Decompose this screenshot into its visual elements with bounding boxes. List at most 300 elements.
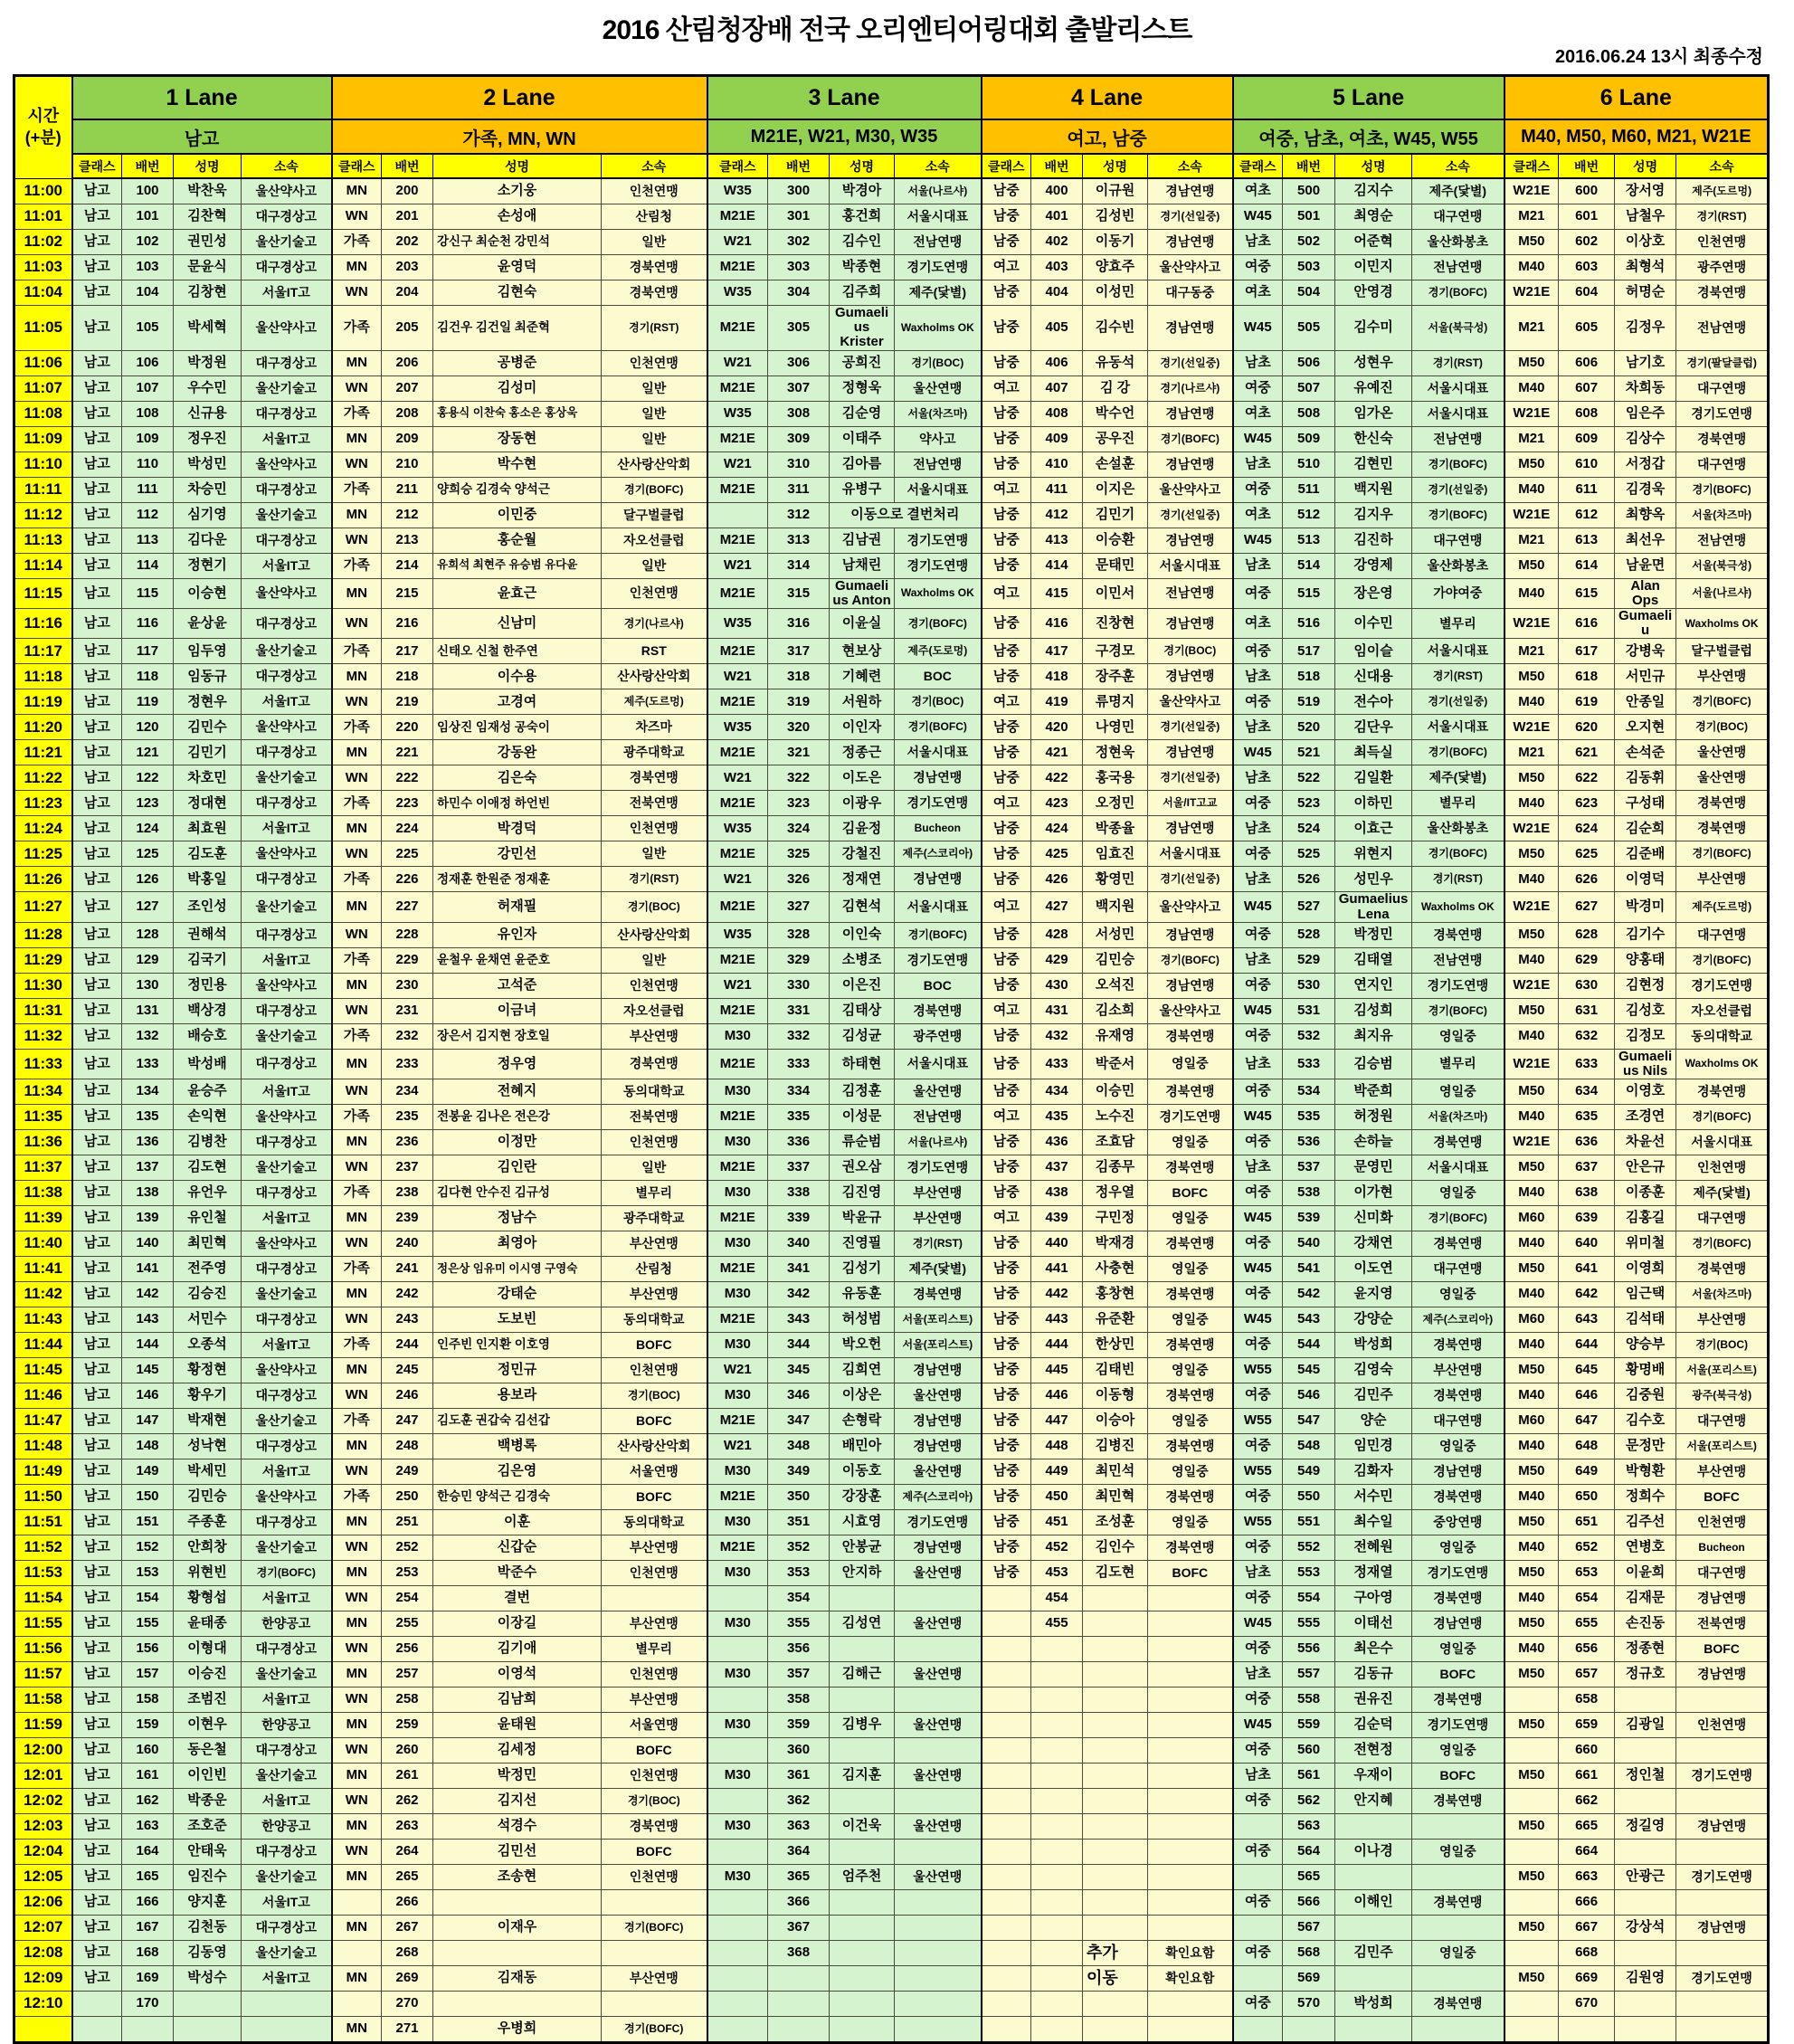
cell-bib: 251: [382, 1510, 433, 1535]
cell-affiliation: 울산연맹: [895, 1611, 982, 1637]
cell-name: 김창현: [174, 280, 242, 306]
cell-bib: 109: [122, 426, 174, 452]
cell-class: M30: [707, 1713, 768, 1738]
table-row: [14, 689, 1769, 715]
cell-name: 김민주: [1335, 1383, 1412, 1409]
cell-class: 남중: [982, 1023, 1031, 1049]
cell-bib: 624: [1559, 816, 1615, 841]
cell-affiliation: 경기(BOFC): [895, 922, 982, 947]
cell-affiliation: 한양공고: [242, 1611, 332, 1637]
cell-affiliation: 경기도연맹: [895, 1155, 982, 1181]
cell-bib: 445: [1031, 1358, 1083, 1383]
cell-affiliation: 경기도연맹: [895, 553, 982, 578]
cell-name: 김남권: [830, 528, 895, 553]
cell-class: M30: [707, 1282, 768, 1307]
cell-affiliation: 전남연맹: [1676, 306, 1769, 351]
column-header-lane4-name: 성명: [1083, 154, 1148, 178]
cell-class: 남중: [982, 1485, 1031, 1510]
table-row: [14, 922, 1769, 947]
cell-affiliation: 경북연맹: [1676, 280, 1769, 306]
cell-bib: 324: [768, 816, 830, 841]
cell-affiliation: 경기(BOFC): [242, 1561, 332, 1586]
cell-name: 신태오 신철 한주연: [433, 639, 602, 664]
cell-class: 남중: [982, 1333, 1031, 1358]
cell-affiliation: 서울(북극성): [1676, 553, 1769, 578]
table-row: [14, 1535, 1769, 1561]
cell-bib: 635: [1559, 1105, 1615, 1130]
cell-bib: 600: [1559, 178, 1615, 204]
cell-affiliation: 울산기술고: [242, 1662, 332, 1687]
table-row: [14, 1814, 1769, 1840]
cell-class: 가족: [332, 553, 382, 578]
cell-affiliation: 서울시대표: [1148, 841, 1233, 867]
cell-time: 11:14: [14, 553, 72, 578]
cell-class: WN: [332, 608, 382, 638]
cell-bib: 432: [1031, 1023, 1083, 1049]
cell-bib: 346: [768, 1383, 830, 1409]
cell-name: 안광근: [1615, 1865, 1676, 1890]
cell-name: 김종무: [1083, 1155, 1148, 1181]
cell-class: 남고: [72, 1079, 122, 1105]
cell-affiliation: 울산약사고: [242, 452, 332, 477]
cell-class: M21: [1504, 426, 1559, 452]
cell-bib: 607: [1559, 376, 1615, 401]
table-row: [14, 1409, 1769, 1434]
cell-class: WN: [332, 689, 382, 715]
cell-bib: [1031, 1840, 1083, 1865]
cell-class: 남고: [72, 998, 122, 1023]
cell-affiliation: 인천연맹: [602, 1865, 707, 1890]
cell-bib: 267: [382, 1916, 433, 1941]
cell-name: 이인숙: [830, 922, 895, 947]
cell-bib: [768, 1992, 830, 2017]
cell-affiliation: 경기(BOC): [602, 1789, 707, 1814]
cell-bib: 100: [122, 178, 174, 204]
cell-bib: 368: [768, 1941, 830, 1966]
cell-bib: 449: [1031, 1459, 1083, 1485]
cell-class: 남중: [982, 816, 1031, 841]
cell-bib: 134: [122, 1079, 174, 1105]
cell-name: [830, 1840, 895, 1865]
cell-affiliation: 서울IT고: [242, 1687, 332, 1713]
cell-name: [830, 1687, 895, 1713]
cell-name: 우재이: [1335, 1764, 1412, 1789]
column-header-lane2-class: 클래스: [332, 154, 382, 178]
cell-bib: 318: [768, 664, 830, 689]
cell-class: [982, 1662, 1031, 1687]
cell-class: [1504, 1992, 1559, 2017]
cell-name: 김동영: [174, 1941, 242, 1966]
table-row: [14, 1459, 1769, 1485]
cell-name: [830, 1637, 895, 1662]
cell-bib: 338: [768, 1181, 830, 1206]
cell-bib: 567: [1283, 1916, 1335, 1941]
cell-affiliation: 서울시대표: [895, 1049, 982, 1079]
cell-affiliation: [1676, 1840, 1769, 1865]
cell-name: [1083, 1865, 1148, 1890]
cell-name: 김민주: [1335, 1941, 1412, 1966]
cell-class: 남중: [982, 230, 1031, 255]
cell-affiliation: 산사랑산악회: [602, 1434, 707, 1459]
cell-bib: 265: [382, 1865, 433, 1890]
cell-name: 석경수: [433, 1814, 602, 1840]
cell-affiliation: 경북연맹: [1148, 1485, 1233, 1510]
cell-affiliation: 울산화봉초: [1412, 230, 1504, 255]
cell-bib: 601: [1559, 204, 1615, 230]
cell-affiliation: BOFC: [602, 1333, 707, 1358]
cell-class: M21: [1504, 639, 1559, 664]
cell-name: [174, 1992, 242, 2017]
cell-affiliation: 대구경상고: [242, 1383, 332, 1409]
cell-name: 강태순: [433, 1282, 602, 1307]
cell-affiliation: [602, 1586, 707, 1611]
cell-class: MN: [332, 1510, 382, 1535]
cell-affiliation: [895, 1992, 982, 2017]
cell-time: 11:41: [14, 1257, 72, 1282]
cell-class: MN: [332, 1662, 382, 1687]
cell-affiliation: 경기(나르샤): [1148, 376, 1233, 401]
cell-bib: 442: [1031, 1282, 1083, 1307]
column-header-lane3-bib: 배번: [768, 154, 830, 178]
cell-bib: 653: [1559, 1561, 1615, 1586]
cell-class: M60: [1504, 1206, 1559, 1231]
cell-bib: 355: [768, 1611, 830, 1637]
cell-affiliation: 확인요함: [1148, 1966, 1233, 1992]
cell-time: 11:25: [14, 841, 72, 867]
cell-bib: 409: [1031, 426, 1083, 452]
cell-time: 11:01: [14, 204, 72, 230]
cell-name: 홍순월: [433, 528, 602, 553]
cell-bib: 423: [1031, 791, 1083, 816]
cell-affiliation: 울산기술고: [242, 1865, 332, 1890]
cell-name: 이승현: [174, 578, 242, 608]
table-row: [14, 1155, 1769, 1181]
cell-name: 박정원: [174, 350, 242, 376]
cell-bib: 327: [768, 892, 830, 922]
cell-name: 임동규: [174, 664, 242, 689]
cell-bib: 210: [382, 452, 433, 477]
cell-name: [1615, 1738, 1676, 1764]
cell-class: 남고: [72, 255, 122, 280]
cell-bib: 223: [382, 791, 433, 816]
cell-class: 남고: [72, 1181, 122, 1206]
cell-affiliation: [895, 1941, 982, 1966]
cell-bib: 427: [1031, 892, 1083, 922]
cell-name: 현보상: [830, 639, 895, 664]
cell-bib: 527: [1283, 892, 1335, 922]
cell-class: 여중: [1233, 477, 1283, 502]
cell-class: M50: [1504, 765, 1559, 791]
cell-bib: 316: [768, 608, 830, 638]
cell-bib: 425: [1031, 841, 1083, 867]
cell-time: 11:27: [14, 892, 72, 922]
cell-name: 김수빈: [1083, 306, 1148, 351]
cell-name: 김진영: [830, 1181, 895, 1206]
cell-affiliation: 경남연맹: [1676, 1814, 1769, 1840]
cell-bib: 236: [382, 1130, 433, 1155]
column-header-lane4-bib: 배번: [1031, 154, 1083, 178]
cell-class: W21E: [1504, 1049, 1559, 1079]
cell-affiliation: [1148, 1738, 1233, 1764]
cell-affiliation: 산사랑산악회: [602, 452, 707, 477]
cell-bib: 116: [122, 608, 174, 638]
cell-class: MN: [332, 1764, 382, 1789]
cell-affiliation: 제주(스코리아): [1412, 1307, 1504, 1333]
cell-affiliation: 경남연맹: [895, 1358, 982, 1383]
cell-affiliation: 울산기술고: [242, 1409, 332, 1434]
cell-class: M30: [707, 1561, 768, 1586]
cell-class: [982, 1637, 1031, 1662]
column-header-row: [14, 154, 1769, 178]
cell-name: 김태열: [1335, 947, 1412, 973]
cell-bib: 419: [1031, 689, 1083, 715]
cell-class: 남초: [1233, 867, 1283, 892]
cell-name: 안종일: [1615, 689, 1676, 715]
table-row: [14, 1586, 1769, 1611]
column-header-lane1-bib: 배번: [122, 154, 174, 178]
cell-class: W21: [707, 350, 768, 376]
cell-bib: 254: [382, 1586, 433, 1611]
cell-affiliation: 경기(BOFC): [1676, 1231, 1769, 1257]
cell-bib: 213: [382, 528, 433, 553]
cell-class: 남중: [982, 867, 1031, 892]
cell-class: M50: [1504, 1814, 1559, 1840]
cell-time: 12:08: [14, 1941, 72, 1966]
cell-affiliation: RST: [602, 639, 707, 664]
cell-name: 박성배: [174, 1049, 242, 1079]
cell-name: 유인자: [433, 922, 602, 947]
cell-affiliation: 인천연맹: [602, 1764, 707, 1789]
cell-class: M30: [707, 1023, 768, 1049]
cell-affiliation: 울산약사고: [1148, 892, 1233, 922]
cell-class: M21E: [707, 841, 768, 867]
cell-time: 11:08: [14, 401, 72, 426]
cell-name: 박경덕: [433, 816, 602, 841]
table-row: [14, 1181, 1769, 1206]
cell-bib: 345: [768, 1358, 830, 1383]
cell-bib: 551: [1283, 1510, 1335, 1535]
cell-affiliation: [1148, 1865, 1233, 1890]
cell-bib: 352: [768, 1535, 830, 1561]
cell-affiliation: 울산약사고: [242, 306, 332, 351]
cell-time: 11:12: [14, 502, 72, 528]
cell-bib: 647: [1559, 1409, 1615, 1434]
cell-class: [1504, 1687, 1559, 1713]
cell-name: 박재경: [1083, 1231, 1148, 1257]
cell-bib: 220: [382, 715, 433, 740]
table-row: [14, 401, 1769, 426]
cell-class: 남중: [982, 1561, 1031, 1586]
table-row: [14, 1079, 1769, 1105]
cell-bib: 420: [1031, 715, 1083, 740]
cell-affiliation: 울산연맹: [895, 376, 982, 401]
lane-classes-6: M40, M50, M60, M21, W21E: [1504, 119, 1769, 154]
cell-affiliation: 경남연맹: [1412, 1459, 1504, 1485]
cell-class: 여고: [982, 791, 1031, 816]
cell-name: 김현민: [1335, 452, 1412, 477]
cell-bib: 517: [1283, 639, 1335, 664]
column-header-lane2-affiliation: 소속: [602, 154, 707, 178]
cell-time: 11:38: [14, 1181, 72, 1206]
cell-name: 최민혁: [1083, 1485, 1148, 1510]
cell-class: M21E: [707, 1409, 768, 1434]
cell-class: MN: [332, 1865, 382, 1890]
cell-bib: 154: [122, 1586, 174, 1611]
cell-affiliation: 서울IT고: [242, 689, 332, 715]
cell-affiliation: 경기(BOFC): [1148, 426, 1233, 452]
cell-name: 강상석: [1615, 1916, 1676, 1941]
cell-bib: 209: [382, 426, 433, 452]
cell-class: 남초: [1233, 947, 1283, 973]
cell-name: [830, 1941, 895, 1966]
cell-bib: 569: [1283, 1966, 1335, 1992]
cell-affiliation: BOFC: [1412, 1764, 1504, 1789]
cell-name: 위현지: [1335, 841, 1412, 867]
cell-class: W45: [1233, 1105, 1283, 1130]
cell-class: MN: [332, 350, 382, 376]
cell-name: 고석준: [433, 973, 602, 998]
cell-affiliation: 영일중: [1148, 1409, 1233, 1434]
cell-name: 구아영: [1335, 1586, 1412, 1611]
cell-class: M21E: [707, 689, 768, 715]
cell-class: W45: [1233, 204, 1283, 230]
cell-class: [982, 1764, 1031, 1789]
cell-name: 김찬혁: [174, 204, 242, 230]
cell-class: M21E: [707, 1485, 768, 1510]
cell-name: Gumaelius Krister: [830, 306, 895, 351]
cell-affiliation: [1412, 1865, 1504, 1890]
table-row: [14, 1738, 1769, 1764]
cell-class: M30: [707, 1662, 768, 1687]
cell-bib: 407: [1031, 376, 1083, 401]
cell-bib: 108: [122, 401, 174, 426]
cell-bib: 365: [768, 1865, 830, 1890]
cell-time: 11:02: [14, 230, 72, 255]
cell-bib: 400: [1031, 178, 1083, 204]
cell-class: WN: [332, 280, 382, 306]
cell-name: 김은숙: [433, 765, 602, 791]
cell-bib: 568: [1283, 1941, 1335, 1966]
time-header-line: 시간: [27, 107, 60, 126]
table-row: [14, 306, 1769, 351]
cell-class: 남중: [982, 280, 1031, 306]
cell-bib: 622: [1559, 765, 1615, 791]
cell-bib: 452: [1031, 1535, 1083, 1561]
cell-name: 문영민: [1335, 1155, 1412, 1181]
cell-class: [982, 1966, 1031, 1992]
cell-affiliation: 서울IT고: [242, 426, 332, 452]
cell-bib: 122: [122, 765, 174, 791]
cell-time: 11:58: [14, 1687, 72, 1713]
cell-name: 이지은: [1083, 477, 1148, 502]
table-row: [14, 892, 1769, 922]
cell-class: W55: [1233, 1409, 1283, 1434]
cell-class: 여중: [1233, 791, 1283, 816]
cell-name: 김승범: [1335, 1049, 1412, 1079]
cell-class: W21E: [1504, 502, 1559, 528]
cell-class: WN: [332, 204, 382, 230]
cell-class: 여고: [982, 477, 1031, 502]
cell-affiliation: 전남연맹: [1412, 255, 1504, 280]
cell-class: WN: [332, 452, 382, 477]
cell-name: 주종훈: [174, 1510, 242, 1535]
cell-affiliation: 경기(RST): [1412, 867, 1504, 892]
cell-class: M50: [1504, 998, 1559, 1023]
cell-affiliation: 동의대학교: [602, 1510, 707, 1535]
cell-name: 공희진: [830, 350, 895, 376]
cell-affiliation: 부산연맹: [602, 1282, 707, 1307]
cell-bib: 149: [122, 1459, 174, 1485]
table-row: [14, 1916, 1769, 1941]
cell-affiliation: 울산약사고: [242, 578, 332, 608]
cell-class: M40: [1504, 947, 1559, 973]
table-row: [14, 1662, 1769, 1687]
cell-class: W45: [1233, 892, 1283, 922]
cell-bib: [1031, 1789, 1083, 1814]
cell-affiliation: 서울IT고: [242, 947, 332, 973]
cell-name: 김해근: [830, 1662, 895, 1687]
cell-class: M21E: [707, 998, 768, 1023]
cell-bib: 121: [122, 740, 174, 765]
cell-class: 남중: [982, 1181, 1031, 1206]
cell-bib: 148: [122, 1434, 174, 1459]
cell-class: W21: [707, 765, 768, 791]
cell-affiliation: 울산약사고: [242, 1485, 332, 1510]
cell-class: 남중: [982, 178, 1031, 204]
cell-name: 이성문: [830, 1105, 895, 1130]
cell-affiliation: 경남연맹: [1148, 452, 1233, 477]
table-row: [14, 553, 1769, 578]
cell-name: 김성미: [433, 376, 602, 401]
cell-bib: 105: [122, 306, 174, 351]
cell-name: 박성희: [1335, 1333, 1412, 1358]
cell-affiliation: 서울시대표: [1412, 376, 1504, 401]
cell-class: M21E: [707, 306, 768, 351]
table-header: [14, 76, 1769, 179]
cell-affiliation: 차즈마: [602, 715, 707, 740]
cell-name: 양지훈: [174, 1890, 242, 1916]
cell-name: 진창현: [1083, 608, 1148, 638]
cell-affiliation: 대구연맹: [1676, 376, 1769, 401]
table-row: [14, 1307, 1769, 1333]
cell-class: M21E: [707, 204, 768, 230]
cell-affiliation: 경기(BOC): [1148, 639, 1233, 664]
cell-name: 서민규: [1615, 664, 1676, 689]
cell-class: MN: [332, 1049, 382, 1079]
table-row: [14, 528, 1769, 553]
cell-bib: 558: [1283, 1687, 1335, 1713]
cell-bib: [1031, 1890, 1083, 1916]
cell-affiliation: 대구경상고: [242, 1637, 332, 1662]
cell-affiliation: 제주(닻별): [895, 1257, 982, 1282]
cell-name: 임가온: [1335, 401, 1412, 426]
cell-name: 최민석: [1083, 1459, 1148, 1485]
cell-name: 심기영: [174, 502, 242, 528]
cell-name: Gumaelius Nils: [1615, 1049, 1676, 1079]
cell-name: 손석준: [1615, 740, 1676, 765]
cell-name: 이해인: [1335, 1890, 1412, 1916]
cell-name: 박홍일: [174, 867, 242, 892]
cell-affiliation: 대구연맹: [1676, 922, 1769, 947]
cell-class: MN: [332, 1130, 382, 1155]
cell-name: 이하민: [1335, 791, 1412, 816]
cell-name: 인주빈 인지환 이호영: [433, 1333, 602, 1358]
cell-name: 정현기: [174, 553, 242, 578]
cell-class: 가족: [332, 306, 382, 351]
table-row: [14, 639, 1769, 664]
cell-class: 가족: [332, 867, 382, 892]
cell-bib: 255: [382, 1611, 433, 1637]
